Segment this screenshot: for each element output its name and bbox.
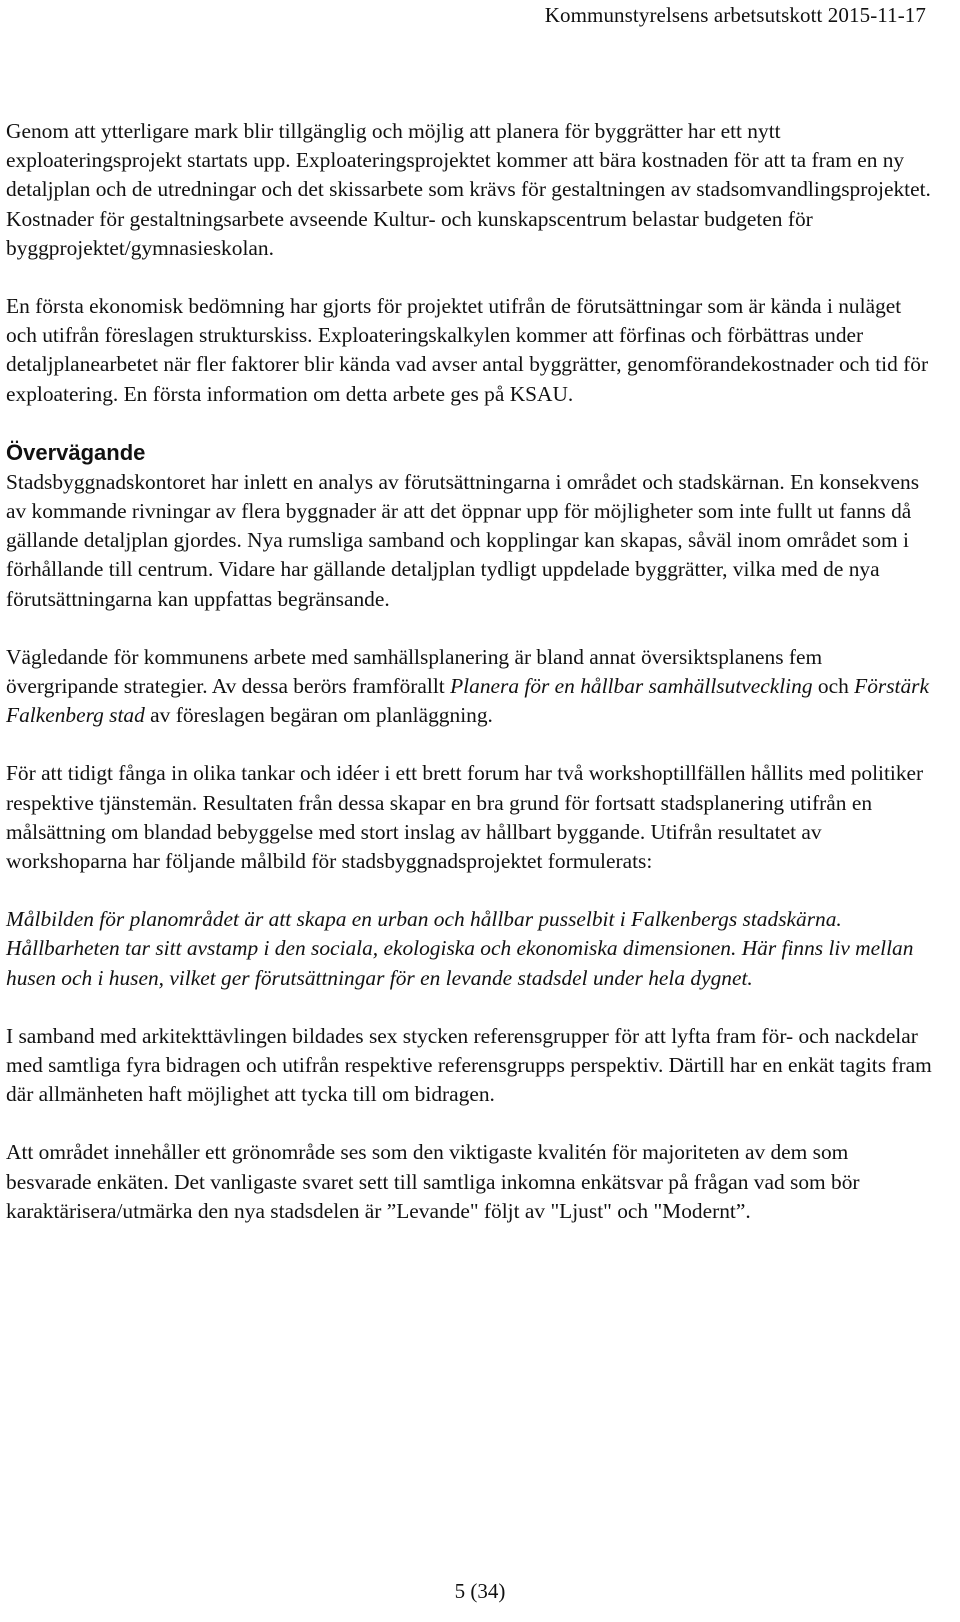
strategy-italic-1: Planera för en hållbar samhällsutveckling xyxy=(450,674,813,699)
paragraph-analysis: Stadsbyggnadskontoret har inlett en analys av förutsättningarna i området och stadskärnan. En konsekvens av kommande rivningar av flera byggnader är att det öppnar upp för möjligheter som inte fullt ut fanns då gällande detaljplan gjordes. Nya rumsliga samband och kopplingar kan skapas, såväl inom området som i förhållande till centrum. Vidare har gällande detaljplan tydligt uppdelade byggrätter, vilka med de nya förutsättningarna kan uppfattas begränsande. xyxy=(6,469,920,611)
paragraph-reference-groups: I samband med arkitekttävlingen bildades sex stycken referensgrupper för att lyfta fram för- och nackdelar med samtliga fyra bidragen och utifrån respektive referensgrupps perspektiv. Därtill har en enkät tagits fram där allmänheten haft möjlighet att tycka till om bidragen. xyxy=(6,1023,932,1107)
document-header: Kommunstyrelsens arbetsutskott 2015-11-17 xyxy=(544,3,926,27)
page-number: 5 (34) xyxy=(454,1579,506,1603)
vision-quote: Målbilden för planområdet är att skapa en urban och hållbar pusselbit i Falkenbergs stadskärna. Hållbarheten tar sitt avstamp i den sociala, ekologiska och ekonomiska dimensionen. Här finns liv mellan husen och i husen, vilket ger förutsättningar för en levande stadsdel under hela dygnet. xyxy=(6,907,914,990)
paragraph-survey-results: Att området innehåller ett grönområde ses som den viktigaste kvalitén för majoriteten av dem som besvarade enkäten. Det vanligaste svaret sett till samtliga inkomna enkätsvar på frågan vad som bör karaktärisera/utmärka den nya stadsdelen är ”Levande" följt av "Ljust" och "Modernt”. xyxy=(6,1140,860,1223)
paragraph-exploitation-project: Genom att ytterligare mark blir tillgänglig och möjlig att planera för byggrätter har ett nytt exploateringsprojekt startats upp. Exploateringsprojektet kommer att bära kostnaden för att ta fram en ny detaljplan och de utredningar och det skissarbete som krävs för gestaltningen av stadsomvandlingsprojektet. Kostnader för gestaltningsarbete avseende Kultur- och kunskapscentrum belastar budgeten för byggprojektet/gymnasieskolan. xyxy=(6,119,931,260)
strategies-text-c: av föreslagen begäran om planläggning. xyxy=(144,703,493,728)
paragraph-workshops: För att tidigt fånga in olika tankar och idéer i ett brett forum har två workshoptillfällen hållits med politiker respektive tjänstemän. Resultaten från dessa skapar en bra grund för fortsatt stadsplanering utifrån en målsättning om blandad bebyggelse med stort inslag av hållbart byggande. Utifrån resultatet av workshoparna har följande målbild för stadsbyggnadsprojektet formulerats: xyxy=(6,761,924,874)
paragraph-strategies xyxy=(6,643,936,731)
document-body xyxy=(6,117,936,1226)
strategies-text-b: och xyxy=(812,674,855,699)
strategies-text-a: Vägledande för kommunens arbete med samhällsplanering är bland annat översiktsplanens fem övergripande strategier. Av dessa berörs framförallt xyxy=(6,644,823,699)
strategy-italic-2: Förstärk Falkenberg stad xyxy=(6,674,929,728)
paragraph-economic-assessment: En första ekonomisk bedömning har gjorts för projektet utifrån de förutsättningar som är kända i nuläget och utifrån föreslagen strukturskiss. Exploateringskalkylen kommer att förfinas och förbättras under detaljplanearbetet när fler faktorer blir kända vad avser antal byggrätter, genomförandekostnader och tid för exploatering. En första information om detta arbete ges på KSAU. xyxy=(6,294,929,406)
section-heading: Övervägande xyxy=(6,439,146,465)
